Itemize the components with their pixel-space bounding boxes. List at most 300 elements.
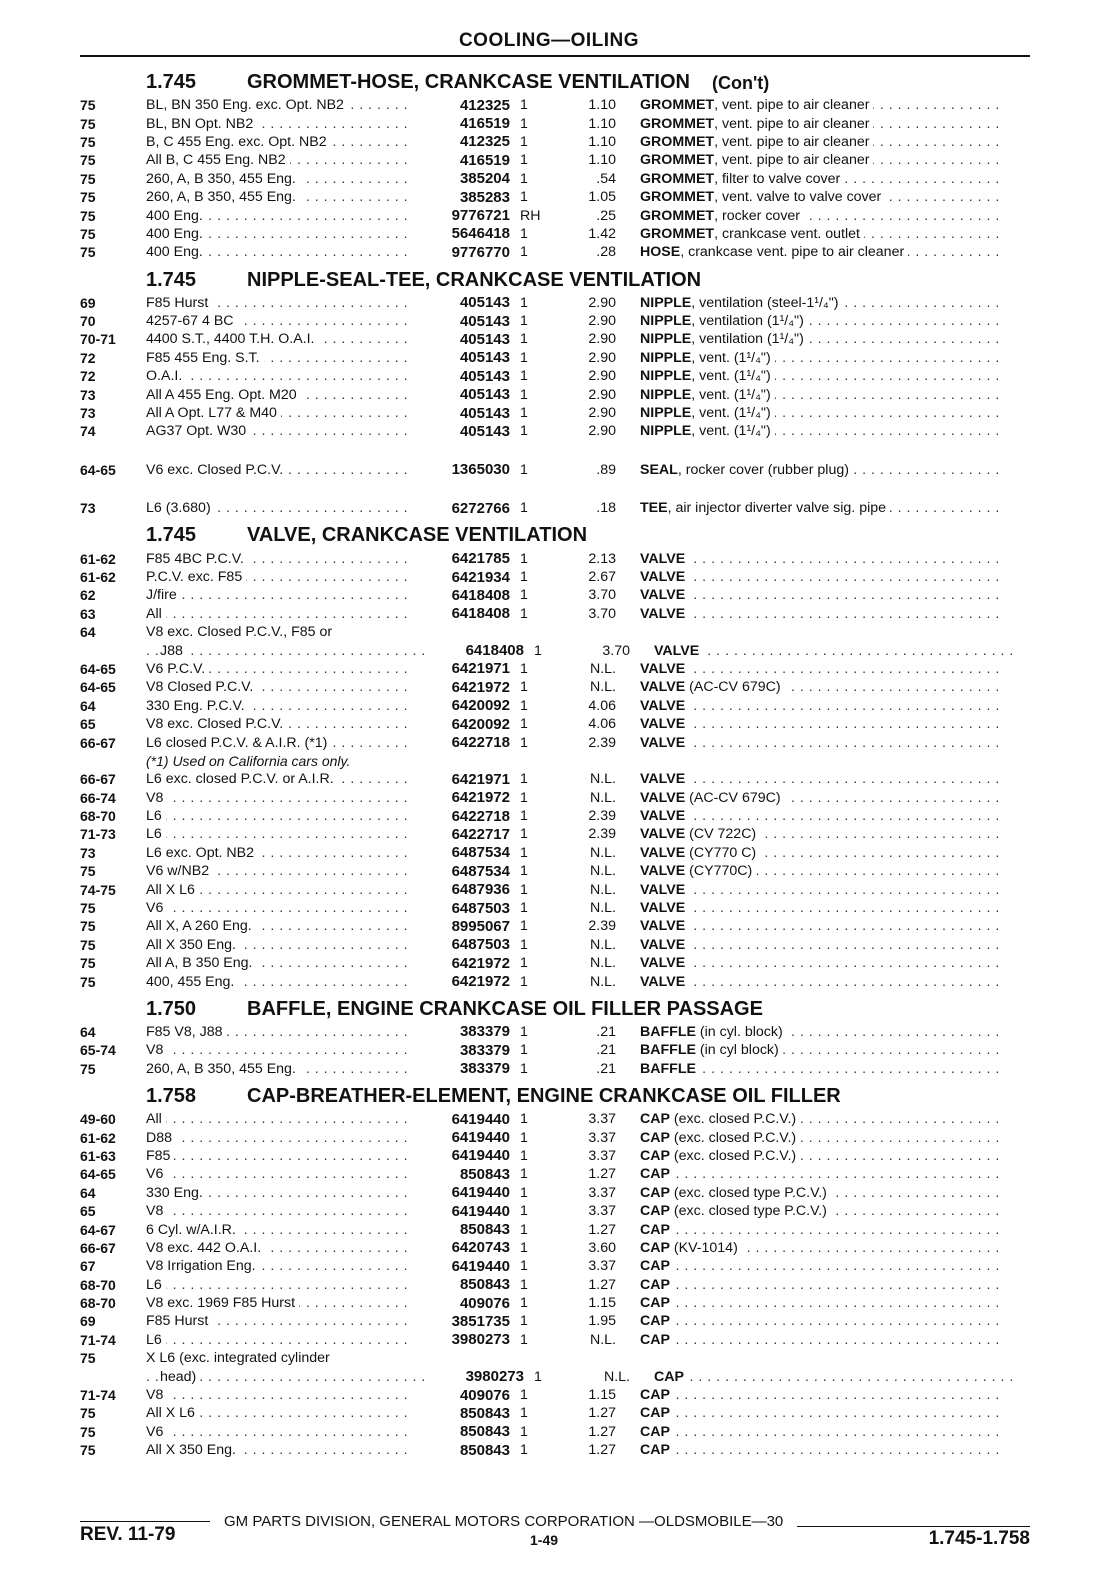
application-cell [146,1203,412,1219]
table-row [80,972,1030,990]
description [640,1042,783,1058]
table-row [80,294,1030,312]
description [640,368,775,384]
model-years: 74-75 [80,881,116,898]
quantity: 1 [520,1423,528,1440]
part-number: 6421971 [451,770,510,788]
description-cell [640,1148,1000,1164]
application-cell [146,606,412,622]
application-text: P.C.V. exc. F85 [146,569,246,585]
model-years: 69 [80,1313,96,1330]
description [654,643,703,659]
price: 3.37 [588,1184,616,1201]
quantity: 1 [520,605,528,622]
section-heading [80,262,1030,294]
item-detail: , filter to valve cover [714,170,841,187]
application-cell [146,313,412,329]
part-number: 8995067 [451,917,510,935]
item-name: CAP [640,1295,670,1312]
item-name: GROMMET [640,189,715,206]
footer-rule-left [80,1521,210,1522]
table-row [80,1367,1030,1385]
part-number: 3980273 [465,1368,524,1386]
application-text: 260, A, B 350, 455 Eng. [146,189,300,205]
table-row [80,404,1030,422]
application-text: V8 [146,790,167,806]
quantity: 1 [520,500,528,517]
part-number: 9776770 [451,243,510,261]
model-years: 66-67 [80,734,116,751]
application-text: J/fire [146,587,181,603]
table-row [80,825,1030,843]
application-cell [146,1424,412,1440]
application-text: 400 Eng. [146,244,207,260]
part-number: 6418408 [451,605,510,623]
section-range: 1.745-1.758 [928,1528,1030,1549]
model-years: 75 [80,133,96,150]
application-text: L6 exc. closed P.C.V. or A.I.R. [146,771,338,787]
application-text: 330 Eng. P.C.V. [146,698,249,714]
application-cell [146,808,412,824]
item-name: CAP [640,1331,670,1348]
quantity: 1 [520,789,528,806]
application-text: L6 closed P.C.V. & A.I.R. (*1) [146,735,331,751]
item-name: GROMMET [640,170,715,187]
table-row [80,499,1030,517]
description-cell [640,1240,1000,1256]
table-row [80,660,1030,678]
item-detail: (in cyl. block) [695,1023,783,1040]
price: .18 [596,500,616,517]
model-years: 73 [80,386,96,403]
application-cell [146,152,412,168]
item-name: NIPPLE [640,349,692,366]
description [640,1405,674,1421]
application-cell [146,790,412,806]
part-number: 6422718 [451,807,510,825]
description-cell [640,1061,1000,1077]
item-detail: (exc. closed type P.C.V.) [669,1184,827,1201]
description [640,171,844,187]
model-years: 75 [80,936,96,953]
application-text: All A 455 Eng. Opt. M20 [146,387,301,403]
footer-publisher: GM PARTS DIVISION, GENERAL MOTORS CORPORATION —OLDSMOBILE—30 [224,1513,784,1530]
application-text: V6 [146,900,167,916]
item-name: GROMMET [640,152,715,169]
description-cell [640,1024,1000,1040]
item-name: CAP [654,1368,684,1385]
quantity: 1 [520,1295,528,1312]
price: 1.15 [588,1295,616,1312]
section-number: 1.750 [146,997,197,1020]
section-heading [80,517,1030,549]
application-text: F85 Hurst [146,295,212,311]
model-years: 66-74 [80,789,116,806]
description-cell [640,661,1000,677]
description-cell [640,1442,1000,1458]
price: .21 [596,1042,616,1059]
model-years: 69 [80,294,96,311]
revision-date: REV. 11-79 [80,1524,176,1545]
model-years: 70-71 [80,331,116,348]
description [640,152,873,168]
description [640,882,689,898]
item-name: BAFFLE [640,1060,696,1077]
description-cell [640,423,1000,439]
price: N.L. [589,955,616,972]
application-cell [146,405,412,421]
description-cell [640,1166,1000,1182]
table-row [80,367,1030,385]
application-text: V8 Irrigation Eng. [146,1258,260,1274]
model-years: 64 [80,1023,96,1040]
part-number: 405143 [459,294,510,312]
application-cell [146,1405,412,1421]
model-years: 66-67 [80,771,116,788]
table-row [80,549,1030,567]
application-text: F85 455 Eng. S.T. [146,350,264,366]
quantity: 1 [520,331,528,348]
table-row [80,678,1030,696]
quantity: 1 [520,349,528,366]
table-row [80,243,1030,261]
price: 2.90 [588,331,616,348]
table-row [80,568,1030,586]
price: N.L. [589,660,616,677]
model-years: 75 [80,115,96,132]
quantity: 1 [520,386,528,403]
price: N.L. [589,936,616,953]
application-cell [146,698,412,714]
description-cell [640,134,1000,150]
description [640,1148,800,1164]
item-name: VALVE [640,550,686,567]
part-number: 405143 [459,422,510,440]
description-cell [640,244,1000,260]
part-number: 6419440 [451,1147,510,1165]
price: 4.06 [588,716,616,733]
application-cell [146,295,412,311]
application-cell [146,350,412,366]
description [640,698,689,714]
application-cell [146,208,412,224]
item-name: CAP [640,1147,670,1164]
description [640,462,853,478]
table-row [80,917,1030,935]
price: N.L. [589,973,616,990]
description [640,716,689,732]
description-cell [654,1369,1014,1385]
price: .21 [596,1023,616,1040]
item-detail: (CV 722C) [685,826,757,843]
application-text: All X L6 [146,1405,199,1421]
item-detail: , vent. (1¹/₄") [691,349,771,366]
item-detail: (CY770C) [685,863,753,880]
item-name: GROMMET [640,133,715,150]
description [640,955,689,971]
item-name: CAP [640,1313,670,1330]
application-cell [146,1185,412,1201]
item-name: VALVE [640,844,686,861]
quantity: 1 [520,1239,528,1256]
quantity: 1 [520,97,528,114]
model-years: 75 [80,207,96,224]
item-name: CAP [640,1129,670,1146]
application-text: 400 Eng. [146,208,207,224]
application-cell [146,1111,412,1127]
quantity: 1 [520,1203,528,1220]
description-cell [640,1387,1000,1403]
price: N.L. [589,900,616,917]
description-cell [640,698,1000,714]
section-title: NIPPLE-SEAL-TEE, CRANKCASE VENTILATION [247,268,702,291]
quantity: 1 [520,294,528,311]
application-cell [146,1061,412,1077]
table-row [80,312,1030,330]
model-years: 73 [80,405,96,422]
model-years: 73 [80,500,96,517]
description-cell [640,387,1000,403]
section-heading [80,1078,1030,1110]
item-detail: , vent. pipe to air cleaner [714,115,870,132]
application-text: 6 Cyl. w/A.I.R. [146,1222,240,1238]
description [640,900,689,916]
application-text: 4400 S.T., 4400 T.H. O.A.I. [146,331,319,347]
model-years: 74 [80,423,96,440]
item-name: GROMMET [640,225,715,242]
table-row [80,225,1030,243]
description-cell [640,1111,1000,1127]
application-cell [146,387,412,403]
item-name: NIPPLE [640,423,692,440]
table-row [80,1257,1030,1275]
footer-publisher-line [80,1513,1030,1530]
quantity: 1 [520,679,528,696]
price: 1.10 [588,97,616,114]
price: 3.37 [588,1258,616,1275]
table-row [80,623,1030,641]
application-cell [146,1295,412,1311]
price: 2.90 [588,313,616,330]
item-name: NIPPLE [640,331,692,348]
item-name: CAP [640,1442,670,1459]
item-detail: , vent. pipe to air cleaner [714,152,870,169]
part-number: 416519 [459,151,510,169]
quantity: 1 [520,973,528,990]
description-cell [640,189,1000,205]
item-name: VALVE [640,973,686,990]
description [640,1313,674,1329]
header-rule [80,55,1030,57]
part-number: 6419440 [451,1110,510,1128]
application-cell [146,1442,412,1458]
model-years: 61-63 [80,1147,116,1164]
part-number: 6419440 [451,1202,510,1220]
item-name: VALVE [640,697,686,714]
item-name: VALVE [640,587,686,604]
price: 2.39 [588,734,616,751]
item-detail: , vent. valve to valve cover [714,189,882,206]
item-name: VALVE [640,660,686,677]
quantity: 1 [520,1276,528,1293]
quantity: 1 [520,115,528,132]
table-row [80,954,1030,972]
description [640,423,775,439]
description-cell [640,152,1000,168]
table-row [80,1184,1030,1202]
application-text: V8 [146,1203,167,1219]
part-number: 6421972 [451,954,510,972]
item-name: CAP [640,1111,670,1128]
description [640,661,689,677]
application-cell [146,1166,412,1182]
model-years: 64-65 [80,461,116,478]
application-text: V6 [146,1424,167,1440]
part-number: 6420743 [451,1239,510,1257]
description [640,863,756,879]
description-cell [640,116,1000,132]
application-cell [146,716,412,732]
description [640,500,890,516]
item-detail: , rocker cover [714,207,801,224]
price: 2.39 [588,918,616,935]
application-cell [146,735,412,751]
model-years: 75 [80,225,96,242]
item-name: VALVE [640,679,686,696]
footnote-text: (*1) Used on California cars only. [146,752,351,769]
item-name: CAP [640,1166,670,1183]
quantity: 1 [534,1368,542,1385]
application-text: O.A.I. [146,368,186,384]
quantity: 1 [520,955,528,972]
price: 1.05 [588,189,616,206]
item-name: VALVE [640,716,686,733]
description [640,295,843,311]
quantity: 1 [520,1111,528,1128]
description [640,551,689,567]
description-cell [640,405,1000,421]
application-text: L6 [146,1332,166,1348]
application-cell [146,624,412,640]
description-cell [640,882,1000,898]
part-number: 6421972 [451,678,510,696]
application-cell [146,918,412,934]
table-row [80,862,1030,880]
application-text: All [146,1111,166,1127]
application-text: All X, A 260 Eng. [146,918,256,934]
item-name: CAP [640,1203,670,1220]
price: 2.13 [588,550,616,567]
part-number: 850843 [459,1423,510,1441]
application-cell [146,587,412,603]
description [640,1185,831,1201]
description-cell [640,171,1000,187]
price: 3.70 [588,587,616,604]
price: 2.67 [588,569,616,585]
quantity: 1 [520,405,528,422]
application-cell [146,661,412,677]
application-cell [146,955,412,971]
table-row [80,330,1030,348]
part-number: 5646418 [451,225,510,243]
application-cell [146,974,412,990]
description [640,937,689,953]
item-name: VALVE [640,808,686,825]
application-text: BL, BN Opt. NB2 [146,116,257,132]
description [640,1061,700,1077]
description [640,387,775,403]
application-cell [146,1350,412,1366]
model-years: 75 [80,1405,96,1422]
table-row [80,1220,1030,1238]
description-cell [640,313,1000,329]
model-years: 67 [80,1258,96,1275]
application-text: All X 350 Eng. [146,937,240,953]
application-text: V6 P.C.V. [146,661,209,677]
quantity: 1 [520,1331,528,1348]
description [640,790,785,806]
price: 2.90 [588,349,616,366]
price: 1.27 [588,1221,616,1238]
part-number: 6421972 [451,789,510,807]
model-years: 61-62 [80,569,116,585]
application-text: L6 [146,826,166,842]
quantity: 1 [520,844,528,861]
price: 1.10 [588,115,616,132]
application-cell [146,1222,412,1238]
price: N.L. [589,771,616,788]
description-cell [640,808,1000,824]
description-cell [640,1185,1000,1201]
model-years: 75 [80,1060,96,1077]
item-name: VALVE [640,955,686,972]
part-number: 385204 [459,170,510,188]
description [640,313,808,329]
description [640,587,689,603]
price: 3.37 [588,1129,616,1146]
item-name: CAP [640,1239,670,1256]
description-cell [640,900,1000,916]
quantity: 1 [520,189,528,206]
application-text: V6 w/NB2 [146,863,213,879]
application-text: 260, A, B 350, 455 Eng. [146,171,300,187]
description-cell [640,1313,1000,1329]
description-cell [640,587,1000,603]
description [640,735,689,751]
item-detail: , rocker cover (rubber plug) [677,461,849,478]
description-cell [640,569,1000,585]
quantity: 1 [534,642,542,659]
part-number: 6487936 [451,881,510,899]
price: 1.10 [588,152,616,169]
application-cell [146,569,412,585]
application-text: BL, BN 350 Eng. exc. Opt. NB2 [146,97,348,113]
price: .89 [596,461,616,478]
table-row [80,789,1030,807]
model-years: 68-70 [80,1295,116,1312]
item-detail: (KV-1014) [669,1239,738,1256]
table-row [80,1331,1030,1349]
part-number: 850843 [459,1441,510,1459]
quantity: 1 [520,881,528,898]
item-detail: , vent. (1¹/₄") [691,386,771,403]
application-text: All X L6 [146,882,199,898]
description [640,1424,674,1440]
item-name: BAFFLE [640,1042,696,1059]
model-years: 61-62 [80,550,116,567]
application-text: All A Opt. L77 & M40 [146,405,281,421]
application-cell [146,1240,412,1256]
